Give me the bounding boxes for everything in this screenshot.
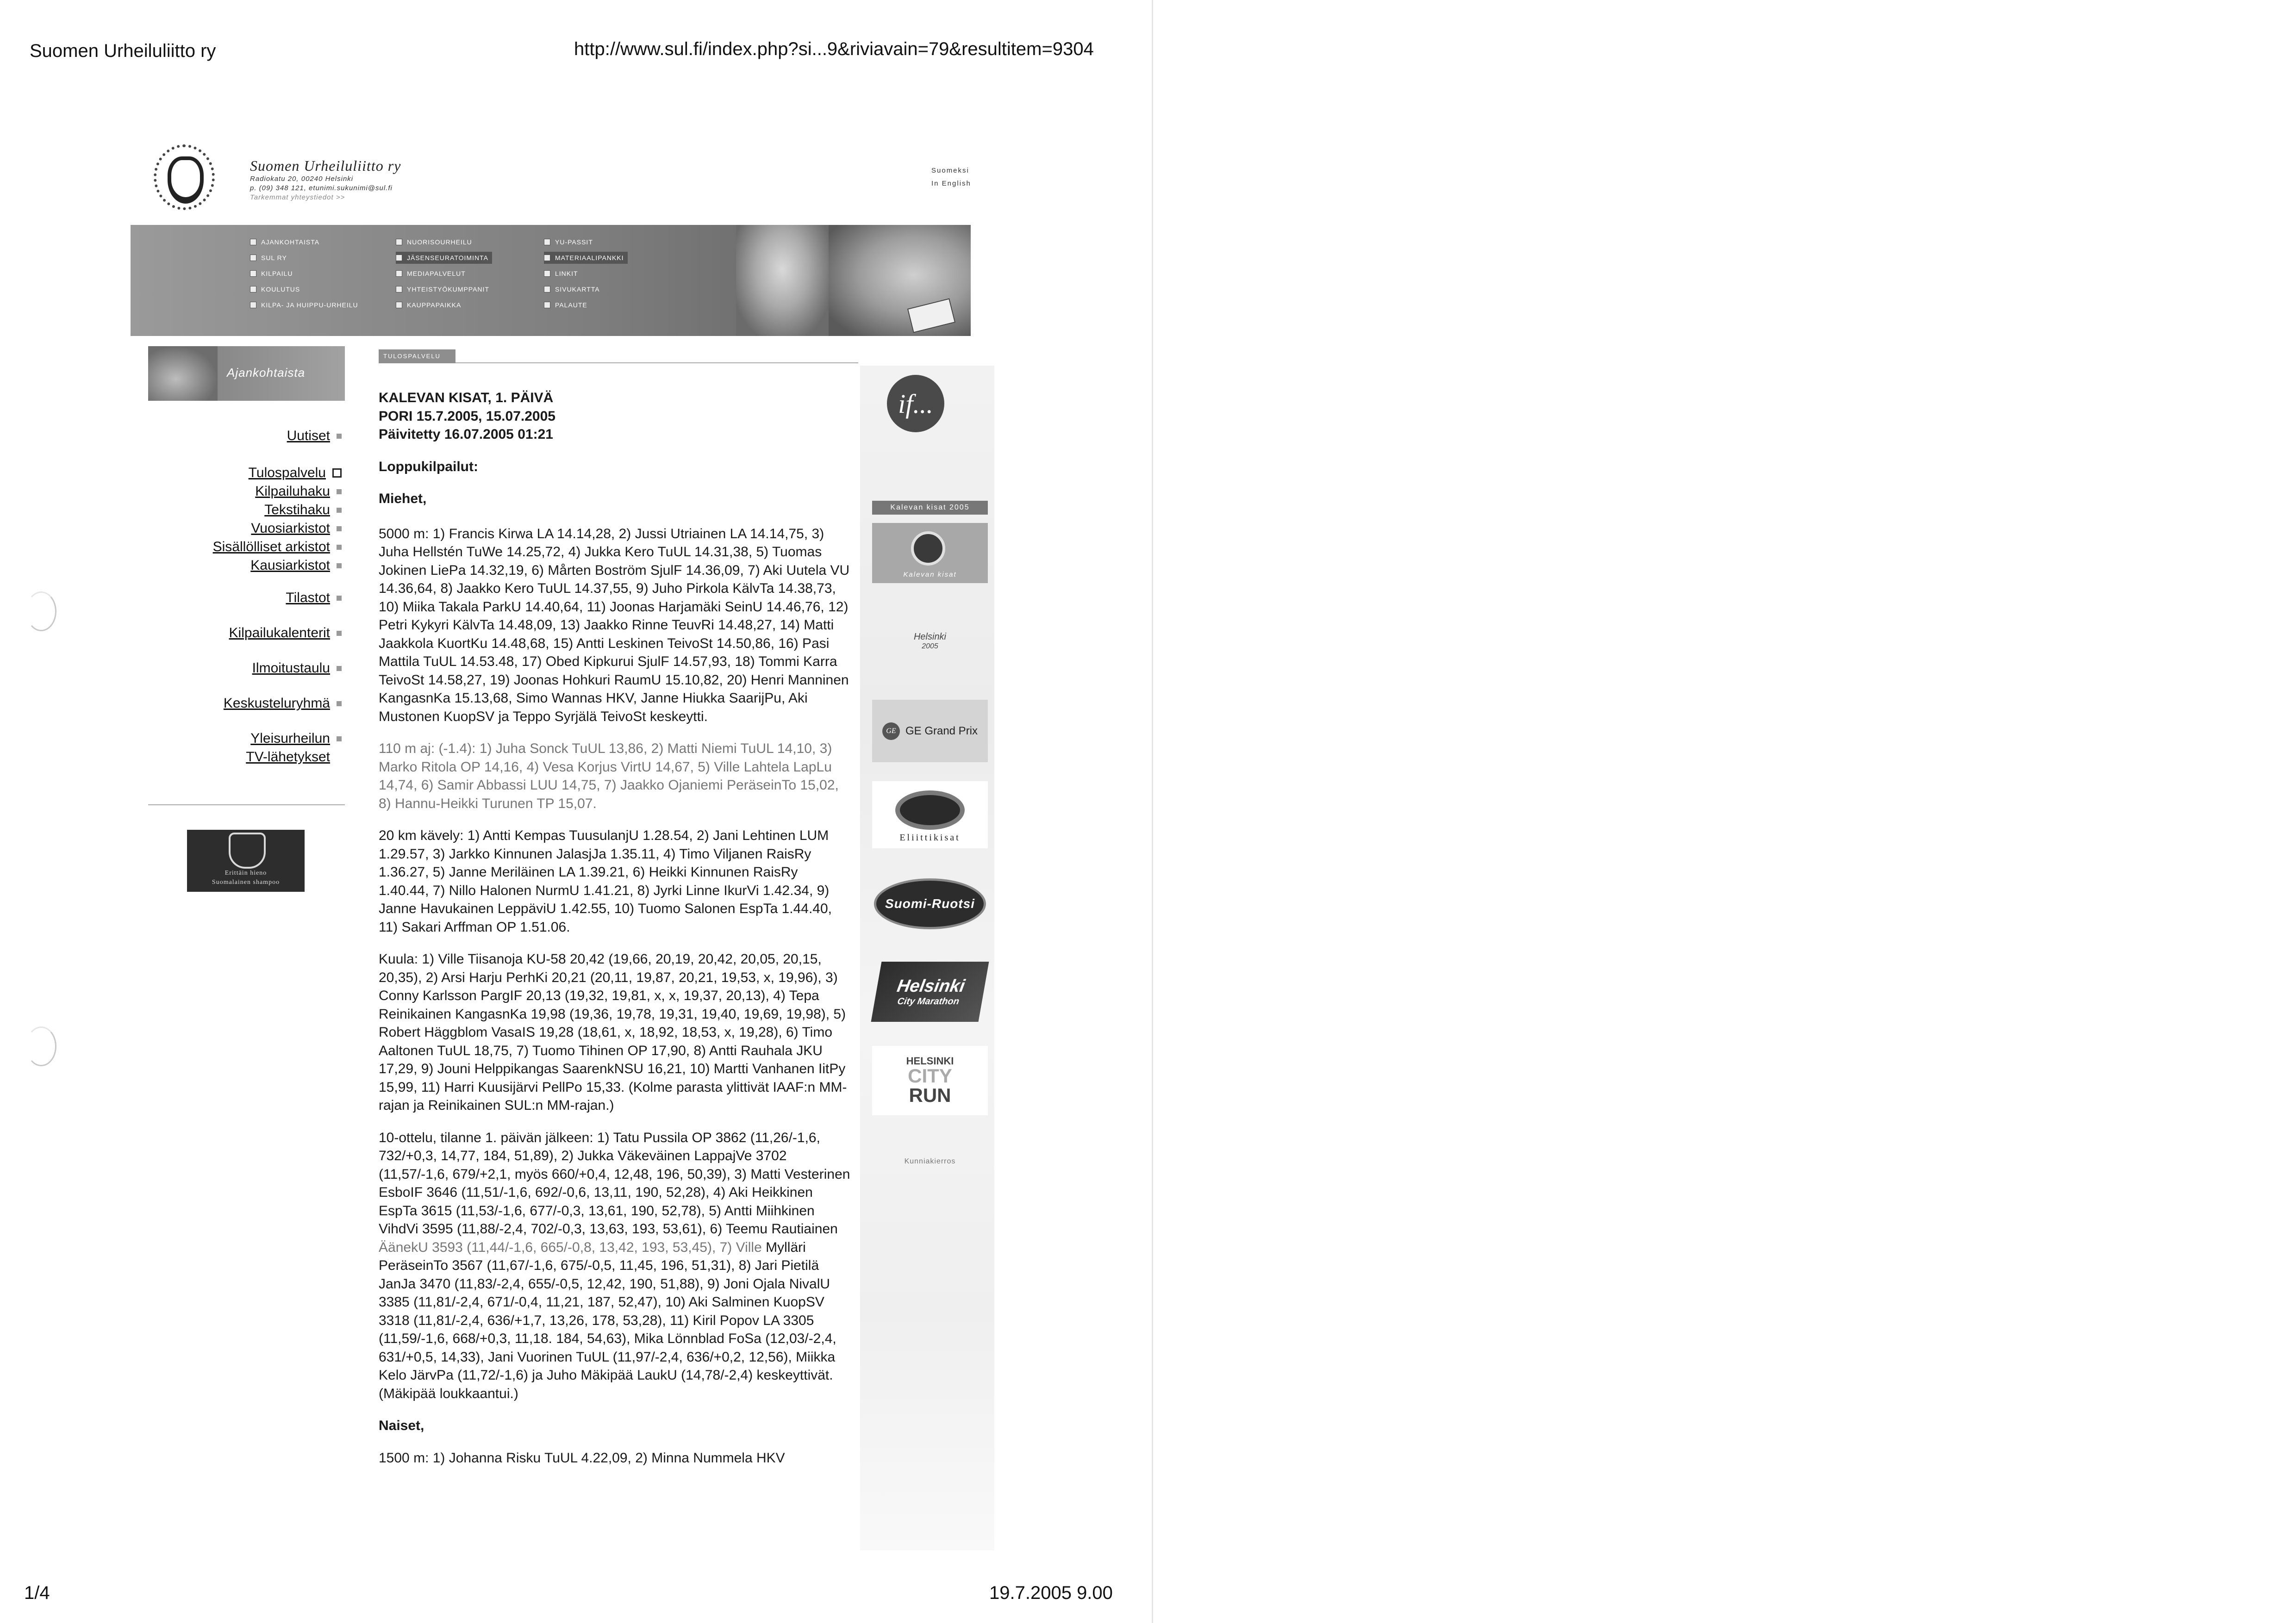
nav-bullet-icon (396, 270, 402, 277)
city-run-wordmark (906, 1056, 954, 1105)
nav-jasenseuratoiminta[interactable]: JÄSENSEURATOIMINTA (396, 252, 492, 264)
city-run-run: RUN (909, 1084, 951, 1106)
nav-yhteistyokumppanit[interactable]: YHTEISTYÖKUMPPANIT (396, 283, 492, 295)
section-heading: Loppukilpailut: (379, 459, 478, 474)
print-footer-page: 1/4 (24, 1583, 50, 1603)
sidebar-menu-tulospalvelu (213, 464, 342, 575)
helsinki-2005-name: Helsinki (913, 631, 947, 642)
helsinki-2005-logo[interactable] (872, 606, 988, 676)
result-decathlon: 10-ottelu, tilanne 1. päivän jälkeen: 1) Tatu Pussila OP 3862 (11,26/-1,6, 732/+0,3, 14,77, 184, 51,89), 2) Jukka Väkeväinen LappajVe 3702 (11,57/-1,6, 679/+2,1, myös 660/+0,4, 12,48, 196, 50,39), 3) Matti Vesterinen EsboIF 3646 (11,51/-1,6, 692/-0,6, 13,11, 190, 52,28), 4) Aki Heikkinen EspTa 3615 (11,53/-1,6, 677/-0,3, 13,61, 190, 52,78), 5) Antti Miihkinen VihdVi 3595 (11,88/-2,4, 702/-0,3, 13,63, 193, 53,61), 6) Teemu Rautiainen ÄänekU 3593 (11,44/-1,6, 665/-0,8, 13,42, 193, 53,45), 7) Ville Mylläri PeräseinTo 3567 (11,67/-1,6, 675/-0,5, 11,45, 196, 51,31), 8) Jari Pietilä JanJa 3470 (11,83/-2,4, 655/-0,5, 12,42, 190, 51,88), 9) Joni Ojala NivalU 3385 (11,81/-2,4, 671/-0,4, 11,21, 187, 52,47), 10) Aki Salminen KuopSV 3318 (11,81/-2,4, 636/+1,7, 13,26, 178, 53,28), 11) Kiril Popov LA 3305 (11,59/-1,6, 668/+0,3, 11,18. 184, 54,63), Mika Lönnblad FoSa (12,03/-2,4, 631/+0,5, 14,33), Jani Vuorinen TuUL (11,97/-2,4, 636/+0,2, 12,56), Miikka Kelo JärvPa (11,72/-1,6) ja Juho Mäkipää LaukU (14,78/-2,4) keskeyttivät. (Mäkipää loukkaantui.) (379, 1130, 850, 1401)
sidebar-menu-yleisurheilun (246, 729, 342, 766)
nav-bullet-icon (250, 302, 256, 308)
nav-bullet-icon (396, 302, 402, 308)
sidebar-item-yleisurheilun-tv[interactable]: Yleisurheilun (246, 729, 342, 748)
ge-grand-prix-text: GE Grand Prix (905, 724, 978, 737)
sidebar-menu-tilastot (286, 589, 342, 607)
article-updated: Päivitetty 16.07.2005 01:21 (379, 427, 553, 442)
bullet-icon (337, 736, 342, 741)
sidebar-item-kilpailukalenterit[interactable]: Kilpailukalenterit (229, 624, 342, 642)
men-heading: Miehet, (379, 491, 427, 506)
lang-finnish-link[interactable]: Suomeksi (931, 167, 969, 174)
ad-line-2: Suomalainen shampoo (212, 879, 280, 886)
eliittikisat-swirl-icon (895, 790, 965, 830)
kalevan-globe-icon (911, 531, 945, 566)
nav-materiaalipankki[interactable]: MATERIAALIPANKKI (544, 252, 628, 264)
kalevan-kisat-caption: Kalevan kisat (903, 571, 957, 578)
sidebar-item-kausiarkistot[interactable]: Kausiarkistot (213, 556, 342, 575)
nav-bullet-icon (250, 270, 256, 277)
nav-bullet-icon (396, 286, 402, 292)
nav-bullet-icon (396, 255, 402, 261)
bullet-icon (337, 631, 342, 636)
ad-line-1: Erittäin hieno (225, 870, 267, 877)
nav-bullet-icon (544, 302, 550, 308)
sidebar-menu-kilpailukalenterit (229, 624, 342, 642)
bullet-icon (337, 701, 342, 706)
women-heading: Naiset, (379, 1418, 424, 1433)
nav-column-2 (396, 236, 492, 311)
nav-bullet-icon (544, 286, 550, 292)
if-logo[interactable]: if... (887, 375, 944, 432)
nav-nuorisourheilu[interactable]: NUORISOURHEILU (396, 236, 492, 248)
sidebar-item-vuosiarkistot[interactable]: Vuosiarkistot (213, 519, 342, 538)
ge-monogram-icon: GE (882, 722, 900, 740)
nav-palaute[interactable]: PALAUTE (544, 299, 628, 311)
helsinki-city-run-logo[interactable] (872, 1046, 988, 1115)
nav-bullet-icon (250, 286, 256, 292)
nav-kilpailu[interactable]: KILPAILU (250, 267, 358, 280)
city-run-city: CITY (908, 1065, 952, 1087)
sidebar-item-tv-lahetykset[interactable]: TV-lähetykset (246, 749, 330, 765)
kalevan-kisat-label[interactable]: Kalevan kisat 2005 (872, 501, 988, 515)
suomi-ruotsi-text: Suomi-Ruotsi (874, 878, 986, 929)
sidebar-menu-uutiset (287, 427, 342, 445)
helsinki-city-marathon-logo[interactable] (872, 958, 988, 1025)
result-shot-put: Kuula: 1) Ville Tiisanoja KU-58 20,42 (19,66, 20,19, 20,42, 20,05, 20,15, 20,35), 2) Arsi Harju PerhKi 20,21 (20,11, 19,87, 20,21, 19,53, x, 19,96), 3) Conny Karlsson PargIF 20,13 (19,32, 19,81, x, x, 19,37, 20,13), 4) Tepa Reinikainen KangasnKa 19,98 (19,36, 19,78, 19,31, 19,40, 19,69, 19,98), 5) Robert Häggblom VasaIS 19,28 (18,61, x, 18,92, 18,53, x, 19,28), 6) Timo Aaltonen TuUL 18,75, 7) Tuomo Tihinen OP 17,90, 8) Antti Rauhala JKU 17,29, 9) Jouni Helppikangas SaarenkNSU 16,21, 10) Martti Vanhanen IitPy 15,99, 11) Harri Kuusijärvi PellPo 15,33. (Kolme parasta ylittivät IAAF:n MM-rajan ja Reinikainen SUL:n MM-rajan.) (379, 951, 847, 1113)
sidebar-menu-ilmoitustaulu (252, 659, 342, 678)
nav-kauppapaikka[interactable]: KAUPPAPAIKKA (396, 299, 492, 311)
nav-bullet-icon (544, 270, 550, 277)
print-footer-datetime: 19.7.2005 9.00 (989, 1583, 1113, 1603)
nav-bullet-icon (250, 239, 256, 245)
eliittikisat-logo[interactable] (872, 781, 988, 848)
contacts-link[interactable]: Tarkemmat yhteystiedot >> (250, 193, 345, 201)
ad-crest-icon (229, 833, 266, 869)
sidebar-item-uutiset[interactable]: Uutiset (287, 427, 342, 445)
article-title: KALEVAN KISAT, 1. PÄIVÄ (379, 390, 554, 405)
print-header-title: Suomen Urheiluliitto ry (30, 41, 216, 61)
ge-grand-prix-logo[interactable] (872, 700, 988, 762)
nav-kilpa-ja-huippu[interactable]: KILPA- JA HUIPPU-URHEILU (250, 299, 358, 311)
nav-bullet-icon (396, 239, 402, 245)
sidebar-separator (148, 804, 345, 805)
bullet-icon (337, 434, 342, 439)
content-top-rule (455, 362, 858, 363)
sidebar-item-tekstihaku[interactable]: Tekstihaku (213, 501, 342, 519)
punch-hole-top (26, 591, 56, 631)
result-110m-hurdles: 110 m aj: (-1.4): 1) Juha Sonck TuUL 13,86, 2) Matti Niemi TuUL 14,10, 3) Marko Ritola OP 14,16, 4) Vesa Korjus VirtU 14,67, 5) Ville Lahtela LapLu 14,74, 6) Samir Abbassi LUU 14,75, 7) Jaakko Ojaniemi PeräseinTo 15,02, 8) Hannu-Heikki Turunen TP 15,07. (379, 741, 839, 811)
org-contact: p. (09) 348 121, etunimi.sukunimi@sul.fi (250, 184, 393, 192)
article-place-date: PORI 15.7.2005, 15.07.2005 (379, 408, 555, 424)
sidebar-item-tilastot[interactable]: Tilastot (286, 589, 342, 607)
result-5000m: 5000 m: 1) Francis Kirwa LA 14.14,28, 2) Jussi Utriainen LA 14.14,75, 3) Juha Hellstén TuWe 14.25,72, 4) Jukka Kero TuUL 14.31,38, 5) Tuomas Jokinen LiePa 14.32,19, 6) Mårten Boström SjulF 14.36,09, 7) Aki Uutela VU 14.36,64, 8) Jaakko Kero TuUL 14.37,55, 9) Juho Pirkola KälvTa 14.38,73, 10) Miika Takala ParkU 14.40,64, 11) Joonas Harjamäki SeinU 14.46,76, 12) Petri Kykyri KälvTa 14.48,09, 13) Jaakko Rinne TeuvRi 14.48,27, 14) Matti Jaakkola KuortKu 14.48,68, 15) Antti Leskinen TeivoSt 14.50,86, 16) Pasi Mattila TuUL 14.53.48, 17) Obed Kipkurui SjulF 14.57,93, 18) Tommi Karra TeivoSt 14.58,27, 19) Joonas Hohkuri RaumU 15.10,82, 20) Henri Manninen KangasnKa 15.13,68, Simo Wannas HKV, Janne Hiukka SaarijPu, Aki Mustonen KuopSV ja Teppo Syrjälä TeivoSt keskeytti. (379, 526, 850, 724)
content-tab-tulospalvelu: TULOSPALVELU (379, 349, 455, 363)
bullet-icon (337, 545, 342, 550)
nav-column-3 (544, 236, 628, 311)
nav-koulutus[interactable]: KOULUTUS (250, 283, 358, 295)
bullet-icon (337, 596, 342, 601)
kunniakierros-logo[interactable]: Kunniakierros (904, 1157, 956, 1165)
results-article (379, 389, 851, 1481)
punch-hole-bottom (26, 1026, 56, 1066)
sidebar-item-keskusteluryhma[interactable]: Keskusteluryhmä (224, 694, 342, 713)
bullet-icon (337, 666, 342, 671)
nav-sul-ry[interactable]: SUL RY (250, 252, 358, 264)
city-run-helsinki: HELSINKI (906, 1055, 954, 1067)
nav-bullet-icon (544, 239, 550, 245)
bullet-icon (337, 489, 342, 494)
sul-logo-figure-icon (168, 156, 204, 204)
nav-linkit[interactable]: LINKIT (544, 267, 628, 280)
shampoo-ad[interactable] (187, 830, 305, 892)
marathon-subtitle: City Marathon (896, 996, 960, 1007)
bullet-icon (337, 563, 342, 568)
nav-sivukartta[interactable]: SIVUKARTTA (544, 283, 628, 295)
sidebar-item-kilpailuhaku[interactable]: Kilpailuhaku (213, 482, 342, 501)
sidebar-item-tulospalvelu[interactable]: Tulospalvelu (213, 464, 342, 482)
marathon-banner (871, 962, 989, 1022)
sidebar-header-photo (148, 346, 218, 401)
bullet-icon (337, 526, 342, 531)
sidebar-item-sisalloliset-arkistot[interactable]: Sisällölliset arkistot (213, 538, 342, 556)
nav-bullet-icon (544, 255, 550, 261)
org-address: Radiokatu 20, 00240 Helsinki (250, 175, 354, 183)
result-1500m: 1500 m: 1) Johanna Risku TuUL 4.22,09, 2) Minna Nummela HKV (379, 1450, 785, 1466)
marathon-helsinki: Helsinki (895, 976, 967, 996)
sidebar-header (148, 346, 345, 401)
open-square-icon (332, 468, 342, 478)
sidebar-header-title: Ajankohtaista (227, 366, 306, 379)
bullet-icon (337, 508, 342, 513)
nav-ajankohtaista[interactable]: AJANKOHTAISTA (250, 236, 358, 248)
sidebar-menu-keskusteluryhma (224, 694, 342, 713)
athlete-photo-left (736, 225, 829, 336)
kalevan-kisat-logo[interactable] (872, 523, 988, 583)
suomi-ruotsi-logo[interactable] (872, 870, 988, 937)
nav-bullet-icon (250, 255, 256, 261)
print-header-url: http://www.sul.fi/index.php?si...9&riviavain=79&resultitem=9304 (574, 39, 1094, 59)
helsinki-2005-year: 2005 (922, 642, 938, 650)
lang-english-link[interactable]: In English (931, 180, 971, 187)
sidebar-item-ilmoitustaulu[interactable]: Ilmoitustaulu (252, 659, 342, 678)
nav-column-1 (250, 236, 358, 311)
eliittikisat-text: Eliittikisat (899, 832, 961, 843)
nav-mediapalvelut[interactable]: MEDIAPALVELUT (396, 267, 492, 280)
scan-edge (1152, 0, 1153, 1623)
sponsor-column (860, 366, 994, 1550)
nav-yu-passit[interactable]: YU-PASSIT (544, 236, 628, 248)
org-name: Suomen Urheiluliitto ry (250, 157, 401, 174)
result-20km-walk: 20 km kävely: 1) Antti Kempas TuusulanjU 1.28.54, 2) Jani Lehtinen LUM 1.29.57, 3) Jarkko Kinnunen JalasjJa 1.35.11, 4) Timo Viljanen RaisRy 1.36.27, 5) Janne Meriläinen LA 1.39.21, 6) Heikki Kinnunen RaisRy 1.40.44, 7) Nillo Halonen NurmU 1.41.21, 8) Jyrki Linne IkurVi 1.42.34, 9) Janne Havukainen LeppäviU 1.42.55, 10) Tuomo Salonen EspTa 1.44.40, 11) Sakari Arffman OP 1.51.06. (379, 828, 832, 935)
